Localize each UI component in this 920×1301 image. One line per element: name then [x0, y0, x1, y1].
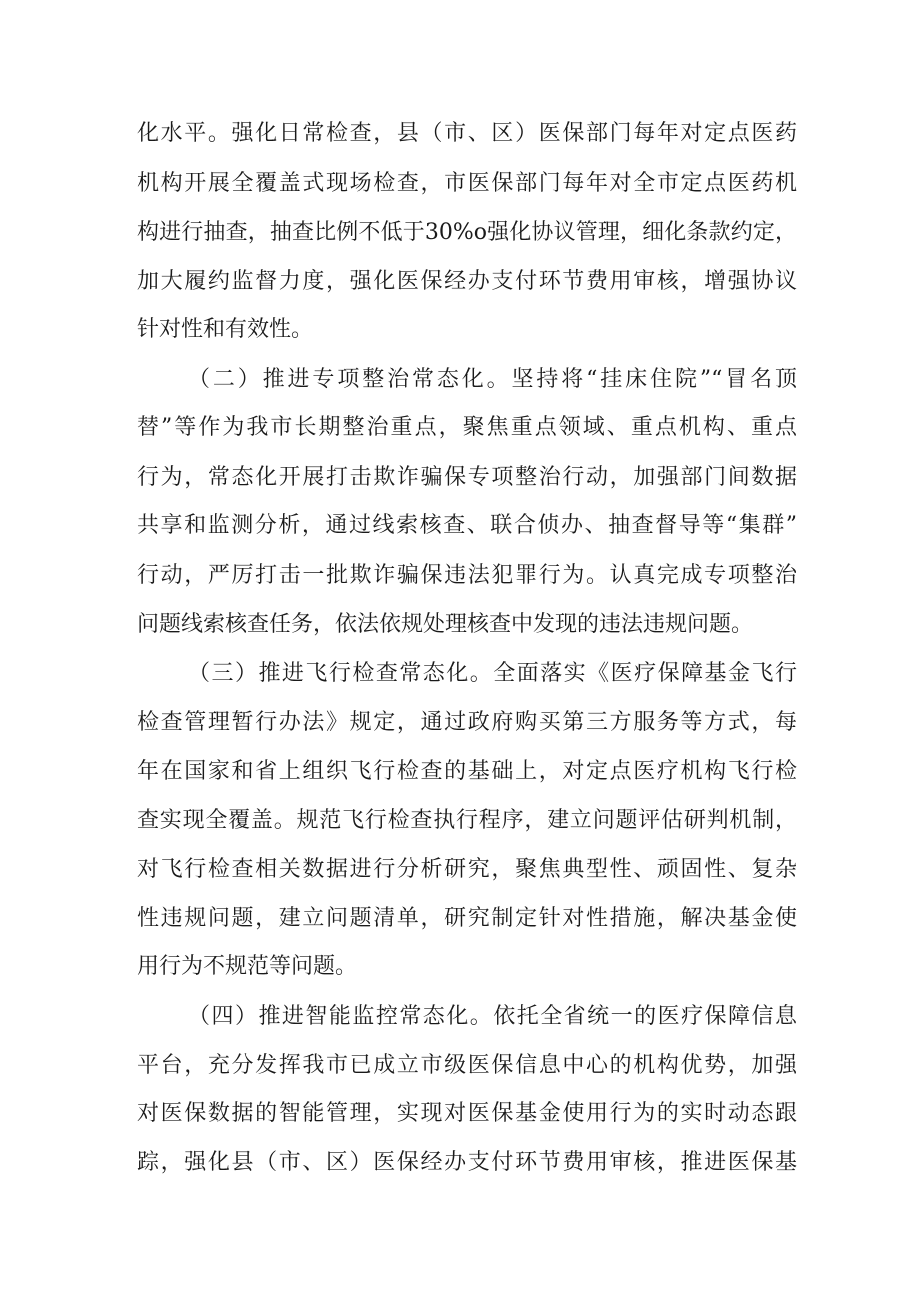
- text-line: 问题线索核查任务，依法依规处理核查中发现的违法违规问题。: [137, 612, 754, 637]
- text-line: 平台，充分发挥我市已成立市级医保信息中心的机构优势，加强: [137, 1053, 797, 1078]
- text-line: 对飞行检查相关数据进行分析研究，聚焦典型性、顽固性、复杂: [137, 857, 797, 882]
- text-line: 踪，强化县（市、区）医保经办支付环节费用审核，推进医保基: [137, 1150, 797, 1175]
- text-line: 用行为不规范等问题。: [137, 954, 358, 979]
- text-line: 性违规问题，建立问题清单，研究制定针对性措施，解决基金使: [137, 906, 797, 931]
- text-line: 共享和监测分析，通过线索核查、联合侦办、抽查督导等“集群”: [137, 513, 797, 538]
- text-line: 针对性和有效性。: [137, 317, 314, 342]
- text-line: 机构开展全覆盖式现场检查，市医保部门每年对全市定点医药机: [137, 171, 797, 196]
- paragraph-start-line: （四）推进智能监控常态化。依托全省统一的医疗保障信息: [188, 1004, 797, 1029]
- text-line: 对医保数据的智能管理，实现对医保基金使用行为的实时动态跟: [137, 1101, 797, 1126]
- text-line: 行动，严厉打击一批欺诈骗保违法犯罪行为。认真完成专项整治: [137, 563, 797, 588]
- text-line: 加大履约监督力度，强化医保经办支付环节费用审核，增强协议: [137, 269, 797, 294]
- paragraph-start-line: （二）推进专项整治常态化。坚持将“挂床住院”“冒名顶: [188, 367, 797, 392]
- paragraph-start-line: （三）推进飞行检查常态化。全面落实《医疗保障基金飞行: [188, 661, 797, 686]
- text-line: 检查管理暂行办法》规定，通过政府购买第三方服务等方式，每: [137, 710, 797, 735]
- text-line: 年在国家和省上组织飞行检查的基础上，对定点医疗机构飞行检: [137, 759, 797, 784]
- text-line: 构进行抽查，抽查比例不低于30%o强化协议管理，细化条款约定，: [137, 220, 797, 245]
- text-line: 化水平。强化日常检查，县（市、区）医保部门每年对定点医药: [137, 121, 797, 146]
- text-line: 替”等作为我市长期整治重点，聚焦重点领域、重点机构、重点: [137, 415, 797, 440]
- text-line: 查实现全覆盖。规范飞行检查执行程序，建立问题评估研判机制，: [137, 808, 797, 833]
- text-line: 行为，常态化开展打击欺诈骗保专项整治行动，加强部门间数据: [137, 465, 797, 490]
